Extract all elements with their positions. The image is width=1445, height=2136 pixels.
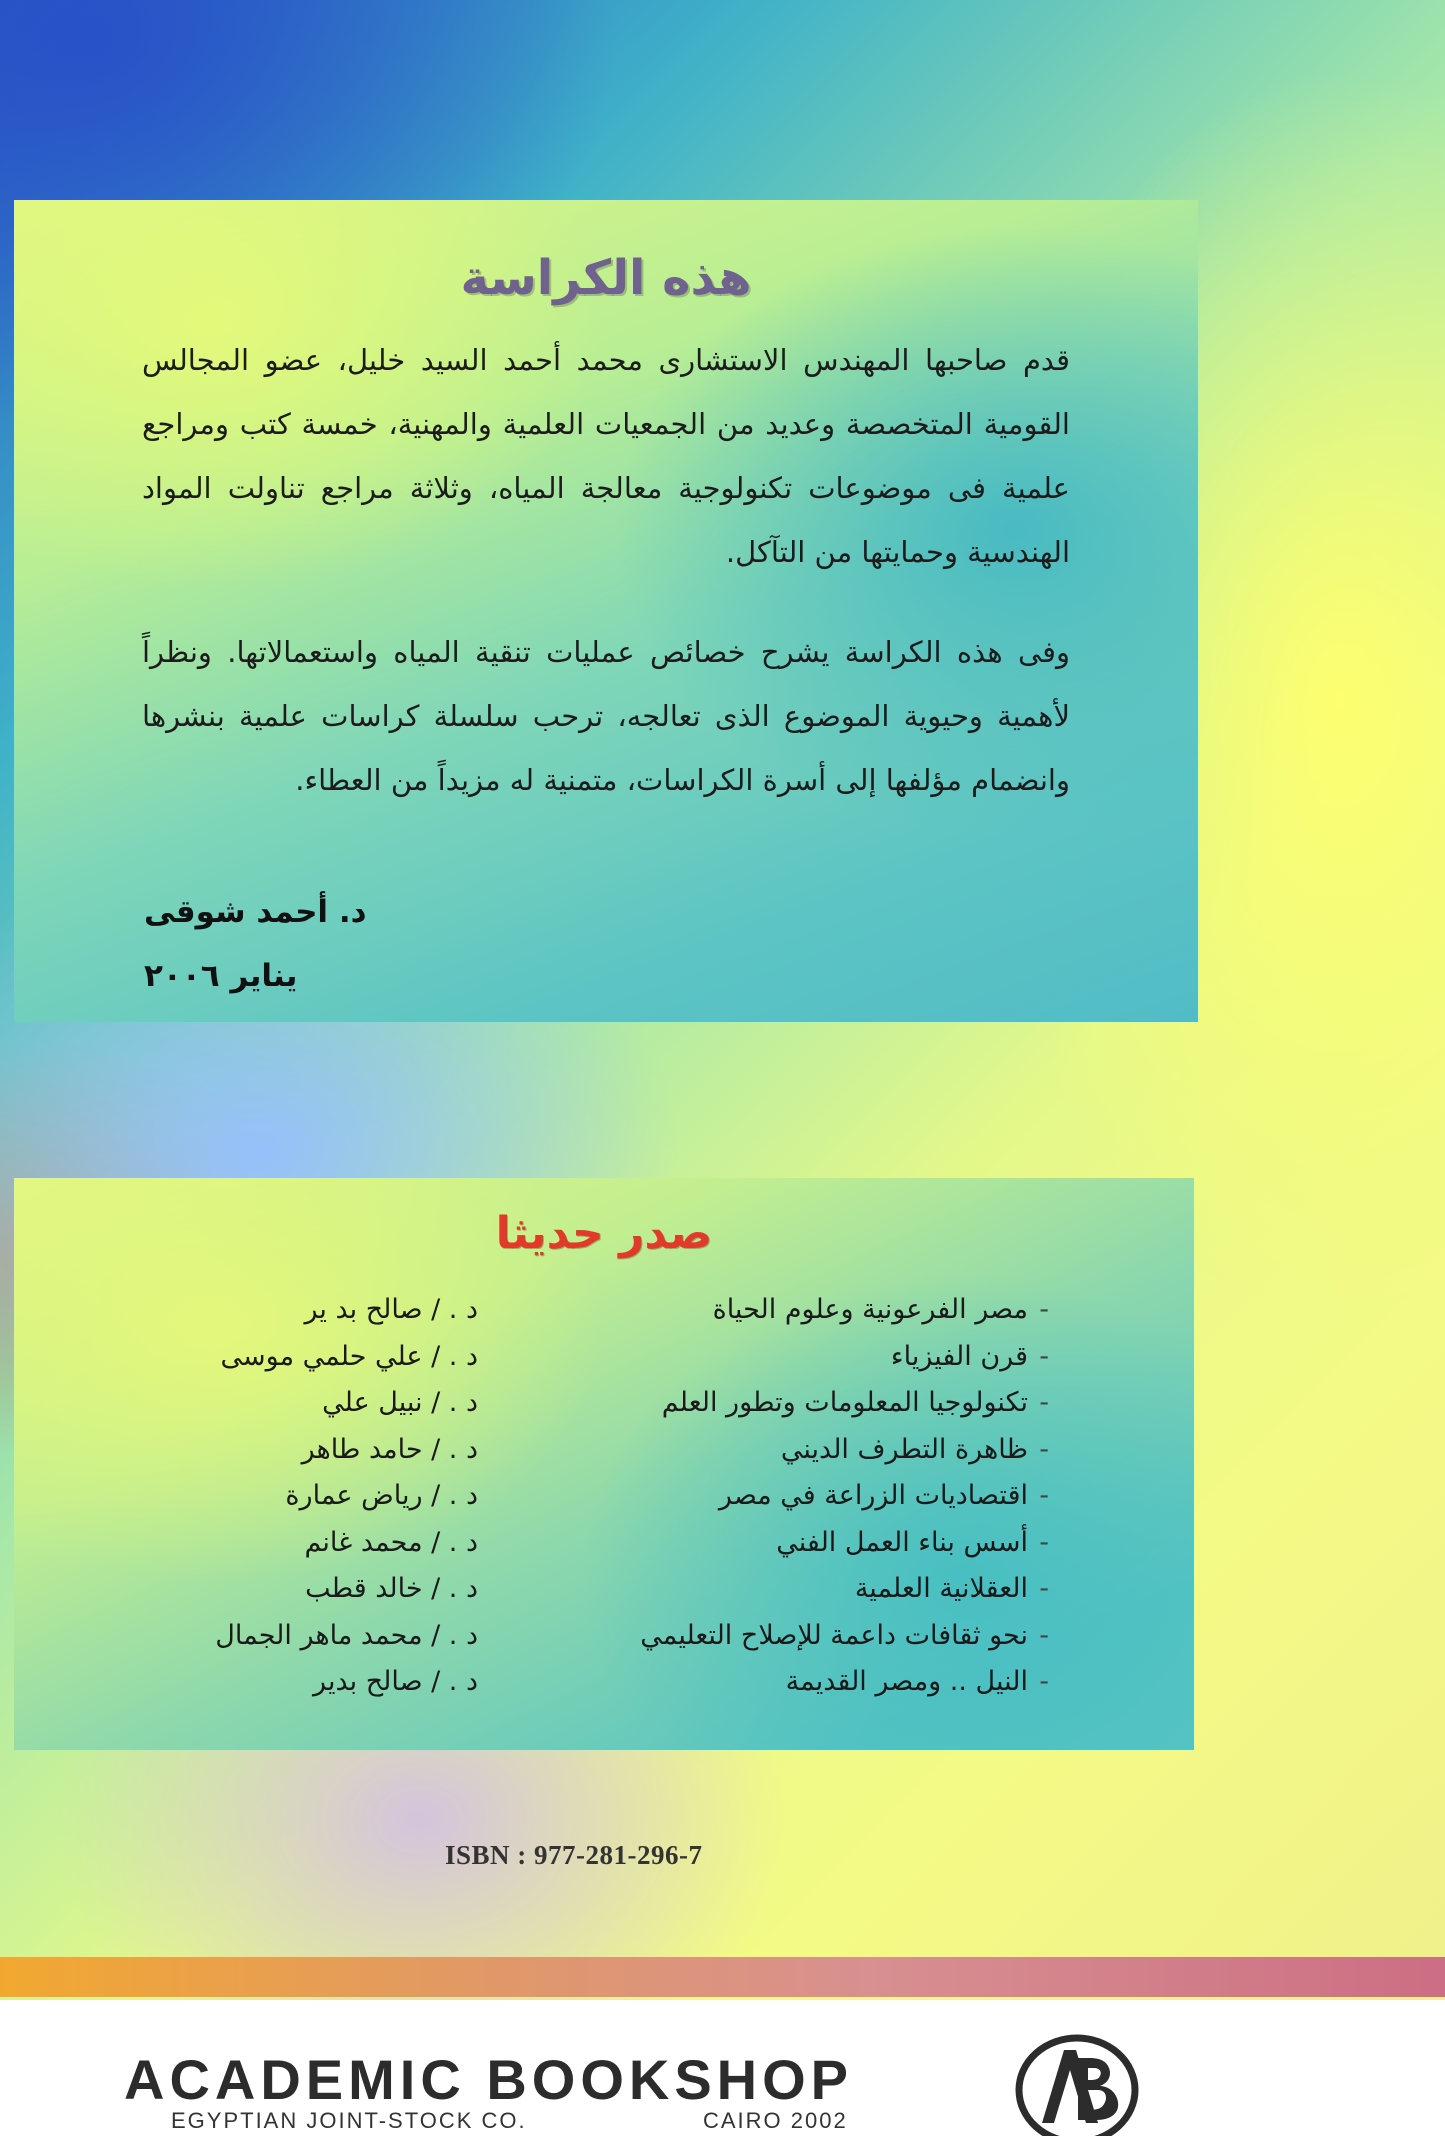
signature: د. أحمد شوقى xyxy=(144,894,367,930)
book-author: د . / محمد غانم xyxy=(304,1526,478,1558)
book-title: نحو ثقافات داعمة للإصلاح التعليمي xyxy=(640,1619,1028,1651)
book-list-item xyxy=(14,1573,1194,1620)
list-bullet: - xyxy=(1039,1619,1049,1651)
publisher-logo-icon xyxy=(1012,2028,1142,2136)
signature-date: يناير ٢٠٠٦ xyxy=(144,958,298,994)
book-list-item xyxy=(14,1434,1194,1481)
book-author: د . / صالح بدير xyxy=(313,1666,478,1697)
list-bullet: - xyxy=(1039,1666,1049,1697)
intro-paragraph-2: وفى هذه الكراسة يشرح خصائص عمليات تنقية المياه واستعمالاتها. ونظراً لأهمية وحيوية الموضوع الذى تعالجه، ترحب سلسلة كراسات علمية بنشرها وانضمام مؤلفها إلى أسرة الكراسات، متمنية له مزيداً من العطاء. xyxy=(142,635,1070,797)
book-list-item xyxy=(14,1341,1194,1388)
book-title: تكنولوجيا المعلومات وتطور العلم xyxy=(661,1387,1028,1418)
recent-books-panel xyxy=(14,1178,1194,1750)
recent-books-list xyxy=(14,1294,1194,1713)
book-title: العقلانية العلمية xyxy=(854,1573,1028,1604)
color-stripe xyxy=(0,1957,1445,1997)
book-author: د . / نبيل علي xyxy=(322,1387,478,1418)
book-author: د . / صالح بد ير xyxy=(304,1294,478,1325)
book-author: د . / محمد ماهر الجمال xyxy=(215,1619,478,1651)
book-list-item xyxy=(14,1527,1194,1574)
book-author: د . / حامد طاهر xyxy=(301,1433,478,1465)
book-title: اقتصاديات الزراعة في مصر xyxy=(718,1480,1028,1511)
recent-books-title: صدر حديثا xyxy=(495,1208,713,1259)
book-list-item xyxy=(14,1387,1194,1434)
publisher-city-year: CAIRO 2002 xyxy=(703,2108,848,2133)
list-bullet: - xyxy=(1039,1480,1049,1511)
list-bullet: - xyxy=(1039,1387,1049,1418)
list-bullet: - xyxy=(1039,1573,1049,1604)
list-bullet: - xyxy=(1039,1526,1049,1558)
book-title: أسس بناء العمل الفني xyxy=(776,1526,1028,1558)
list-bullet: - xyxy=(1039,1340,1049,1372)
intro-panel xyxy=(14,200,1198,1022)
book-author: د . / رياض عمارة xyxy=(285,1480,478,1511)
book-list-item xyxy=(14,1620,1194,1667)
publisher-subtitle: EGYPTIAN JOINT-STOCK CO. xyxy=(171,2108,527,2133)
book-list-item xyxy=(14,1666,1194,1713)
intro-title: هذه الكراسة xyxy=(460,250,752,306)
book-title: ظاهرة التطرف الديني xyxy=(780,1433,1028,1465)
book-author: د . / خالد قطب xyxy=(305,1573,478,1604)
book-title: قرن الفيزياء xyxy=(890,1340,1028,1372)
book-title: النيل .. ومصر القديمة xyxy=(785,1666,1028,1697)
list-bullet: - xyxy=(1039,1294,1049,1325)
list-bullet: - xyxy=(1039,1433,1049,1465)
book-list-item xyxy=(14,1480,1194,1527)
publisher-name: ACADEMIC BOOKSHOP xyxy=(124,2048,854,2111)
intro-paragraph-1: قدم صاحبها المهندس الاستشارى محمد أحمد السيد خليل، عضو المجالس القومية المتخصصة وعديد من الجمعيات العلمية والمهنية، خمسة كتب ومراجع علمية فى موضوعات تكنولوجية معالجة المياه، وثلاثة مراجع تناولت المواد الهندسية وحمايتها من التآكل. xyxy=(142,343,1070,569)
isbn: ISBN : 977-281-296-7 xyxy=(445,1840,703,1870)
book-list-item xyxy=(14,1294,1194,1341)
book-title: مصر الفرعونية وعلوم الحياة xyxy=(712,1294,1028,1325)
book-author: د . / علي حلمي موسى xyxy=(220,1340,478,1372)
